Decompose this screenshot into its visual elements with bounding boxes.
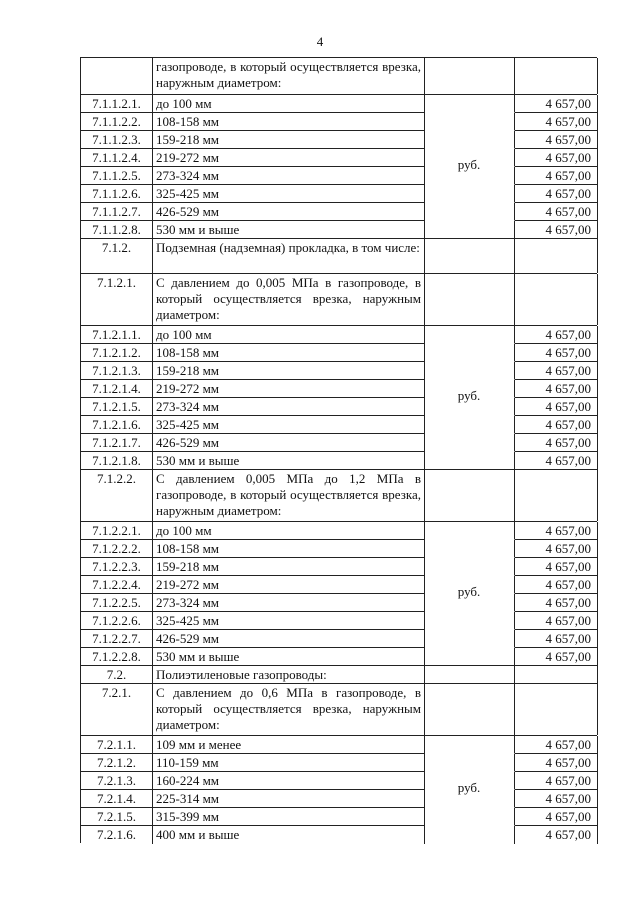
row-description: 530 мм и выше	[153, 648, 425, 666]
row-description: до 100 мм	[153, 522, 425, 540]
row-value: 4 657,00	[515, 522, 598, 540]
row-description: 109 мм и менее	[153, 736, 425, 754]
row-value: 4 657,00	[515, 95, 598, 113]
table-row	[80, 166, 597, 184]
table-row	[80, 665, 597, 683]
row-value	[515, 666, 598, 684]
row-value: 4 657,00	[515, 648, 598, 666]
row-description: 530 мм и выше	[153, 452, 425, 470]
table-row	[80, 433, 597, 451]
row-unit-cell	[425, 684, 515, 735]
row-value	[515, 58, 598, 94]
row-code: 7.1.1.2.6.	[81, 185, 153, 203]
row-description: 315-399 мм	[153, 808, 425, 826]
table-row	[80, 273, 597, 325]
row-code: 7.1.1.2.5.	[81, 167, 153, 185]
row-value: 4 657,00	[515, 131, 598, 149]
table-row	[80, 575, 597, 593]
row-code: 7.1.2.2.	[81, 470, 153, 521]
row-code: 7.1.2.1.	[81, 274, 153, 325]
table-row	[80, 238, 597, 273]
row-description: Полиэтиленовые газопроводы:	[153, 666, 425, 684]
row-value: 4 657,00	[515, 826, 598, 844]
row-code: 7.1.2.1.7.	[81, 434, 153, 452]
table-row	[80, 148, 597, 166]
row-value: 4 657,00	[515, 326, 598, 344]
row-code: 7.2.	[81, 666, 153, 684]
table-row	[80, 771, 597, 789]
table-row	[80, 789, 597, 807]
row-description: до 100 мм	[153, 95, 425, 113]
row-description: 108-158 мм	[153, 113, 425, 131]
row-description: 219-272 мм	[153, 149, 425, 167]
row-description: 219-272 мм	[153, 576, 425, 594]
row-unit-cell	[425, 239, 515, 273]
row-value: 4 657,00	[515, 612, 598, 630]
row-code: 7.2.1.3.	[81, 772, 153, 790]
row-code: 7.1.2.2.4.	[81, 576, 153, 594]
row-description: 530 мм и выше	[153, 221, 425, 239]
table-row	[80, 325, 597, 343]
row-description: С давлением до 0,6 МПа в газопроводе, в который осуществляется врезка, наружным диаметром:	[153, 684, 425, 735]
row-description: 273-324 мм	[153, 594, 425, 612]
row-description: 108-158 мм	[153, 540, 425, 558]
row-value	[515, 274, 598, 325]
unit-label: руб.	[457, 388, 481, 403]
row-value: 4 657,00	[515, 221, 598, 239]
row-value: 4 657,00	[515, 149, 598, 167]
row-code: 7.2.1.6.	[81, 826, 153, 844]
table-row	[80, 220, 597, 238]
row-value: 4 657,00	[515, 452, 598, 470]
row-value: 4 657,00	[515, 558, 598, 576]
unit-label: руб.	[457, 584, 481, 599]
row-description: 426-529 мм	[153, 434, 425, 452]
row-unit-cell	[425, 470, 515, 521]
row-code: 7.2.1.1.	[81, 736, 153, 754]
row-value: 4 657,00	[515, 167, 598, 185]
table-row	[80, 130, 597, 148]
table-row	[80, 557, 597, 575]
row-description: 273-324 мм	[153, 398, 425, 416]
row-value: 4 657,00	[515, 434, 598, 452]
row-code: 7.1.1.2.3.	[81, 131, 153, 149]
row-code: 7.2.1.4.	[81, 790, 153, 808]
row-description: 426-529 мм	[153, 630, 425, 648]
row-code: 7.1.2.	[81, 239, 153, 273]
table-row	[80, 184, 597, 202]
row-code: 7.1.2.1.6.	[81, 416, 153, 434]
row-description: 273-324 мм	[153, 167, 425, 185]
table-row	[80, 825, 597, 843]
table-row	[80, 112, 597, 130]
row-value: 4 657,00	[515, 416, 598, 434]
table-row	[80, 451, 597, 469]
unit-label: руб.	[457, 157, 481, 172]
row-description: С давлением до 0,005 МПа в газопроводе, в который осуществляется врезка, наружным диаметром:	[153, 274, 425, 325]
row-value: 4 657,00	[515, 185, 598, 203]
row-unit-cell	[425, 274, 515, 325]
row-value: 4 657,00	[515, 362, 598, 380]
table-row	[80, 683, 597, 735]
row-value: 4 657,00	[515, 380, 598, 398]
row-value	[515, 239, 598, 273]
table-row	[80, 343, 597, 361]
row-value: 4 657,00	[515, 540, 598, 558]
row-description: 110-159 мм	[153, 754, 425, 772]
unit-label: руб.	[457, 780, 481, 795]
row-code: 7.1.2.1.2.	[81, 344, 153, 362]
table-row	[80, 469, 597, 521]
row-code: 7.1.2.1.4.	[81, 380, 153, 398]
row-description: до 100 мм	[153, 326, 425, 344]
row-code: 7.2.1.5.	[81, 808, 153, 826]
row-code: 7.1.2.1.3.	[81, 362, 153, 380]
row-description: 426-529 мм	[153, 203, 425, 221]
row-code: 7.1.2.2.8.	[81, 648, 153, 666]
row-description: 108-158 мм	[153, 344, 425, 362]
table-row	[80, 593, 597, 611]
table-row	[80, 753, 597, 771]
row-description: Подземная (надземная) прокладка, в том числе:	[153, 239, 425, 273]
row-description: 219-272 мм	[153, 380, 425, 398]
row-value: 4 657,00	[515, 754, 598, 772]
row-value: 4 657,00	[515, 398, 598, 416]
table-row	[80, 735, 597, 753]
row-unit-cell	[425, 666, 515, 684]
row-code: 7.1.1.2.4.	[81, 149, 153, 167]
row-value: 4 657,00	[515, 736, 598, 754]
row-code: 7.1.2.1.5.	[81, 398, 153, 416]
row-value: 4 657,00	[515, 203, 598, 221]
row-description: 325-425 мм	[153, 612, 425, 630]
row-description: 325-425 мм	[153, 416, 425, 434]
row-description: 159-218 мм	[153, 131, 425, 149]
tariff-table	[80, 57, 597, 843]
table-row	[80, 94, 597, 112]
row-code: 7.1.2.2.1.	[81, 522, 153, 540]
row-description: 325-425 мм	[153, 185, 425, 203]
table-row	[80, 629, 597, 647]
row-unit-cell	[425, 58, 515, 94]
table-row	[80, 379, 597, 397]
row-value: 4 657,00	[515, 344, 598, 362]
row-value: 4 657,00	[515, 808, 598, 826]
table-row	[80, 539, 597, 557]
row-description: 159-218 мм	[153, 362, 425, 380]
row-value: 4 657,00	[515, 790, 598, 808]
row-value: 4 657,00	[515, 113, 598, 131]
row-description: С давлением 0,005 МПа до 1,2 МПа в газопроводе, в который осуществляется врезка, наружным диаметром:	[153, 470, 425, 521]
table-row	[80, 611, 597, 629]
row-code: 7.1.2.2.3.	[81, 558, 153, 576]
row-value	[515, 684, 598, 735]
row-code: 7.1.1.2.8.	[81, 221, 153, 239]
row-code	[81, 58, 153, 94]
table-row	[80, 202, 597, 220]
row-description: 225-314 мм	[153, 790, 425, 808]
table-row	[80, 647, 597, 665]
row-code: 7.1.2.2.5.	[81, 594, 153, 612]
row-code: 7.1.1.2.2.	[81, 113, 153, 131]
row-description: газопроводе, в который осуществляется врезка, наружным диаметром:	[153, 58, 425, 94]
row-code: 7.1.1.2.7.	[81, 203, 153, 221]
row-value	[515, 470, 598, 521]
row-description: 400 мм и выше	[153, 826, 425, 844]
row-value: 4 657,00	[515, 576, 598, 594]
table-row	[80, 807, 597, 825]
table-row	[80, 397, 597, 415]
row-code: 7.1.1.2.1.	[81, 95, 153, 113]
row-code: 7.1.2.1.8.	[81, 452, 153, 470]
row-value: 4 657,00	[515, 630, 598, 648]
table-row	[80, 57, 597, 94]
row-code: 7.1.2.1.1.	[81, 326, 153, 344]
row-code: 7.1.2.2.7.	[81, 630, 153, 648]
table-row	[80, 361, 597, 379]
row-value: 4 657,00	[515, 772, 598, 790]
row-description: 160-224 мм	[153, 772, 425, 790]
row-value: 4 657,00	[515, 594, 598, 612]
row-code: 7.1.2.2.2.	[81, 540, 153, 558]
row-description: 159-218 мм	[153, 558, 425, 576]
page-number: 4	[316, 34, 324, 49]
table-row	[80, 415, 597, 433]
table-row	[80, 521, 597, 539]
row-code: 7.2.1.	[81, 684, 153, 735]
row-code: 7.2.1.2.	[81, 754, 153, 772]
row-code: 7.1.2.2.6.	[81, 612, 153, 630]
